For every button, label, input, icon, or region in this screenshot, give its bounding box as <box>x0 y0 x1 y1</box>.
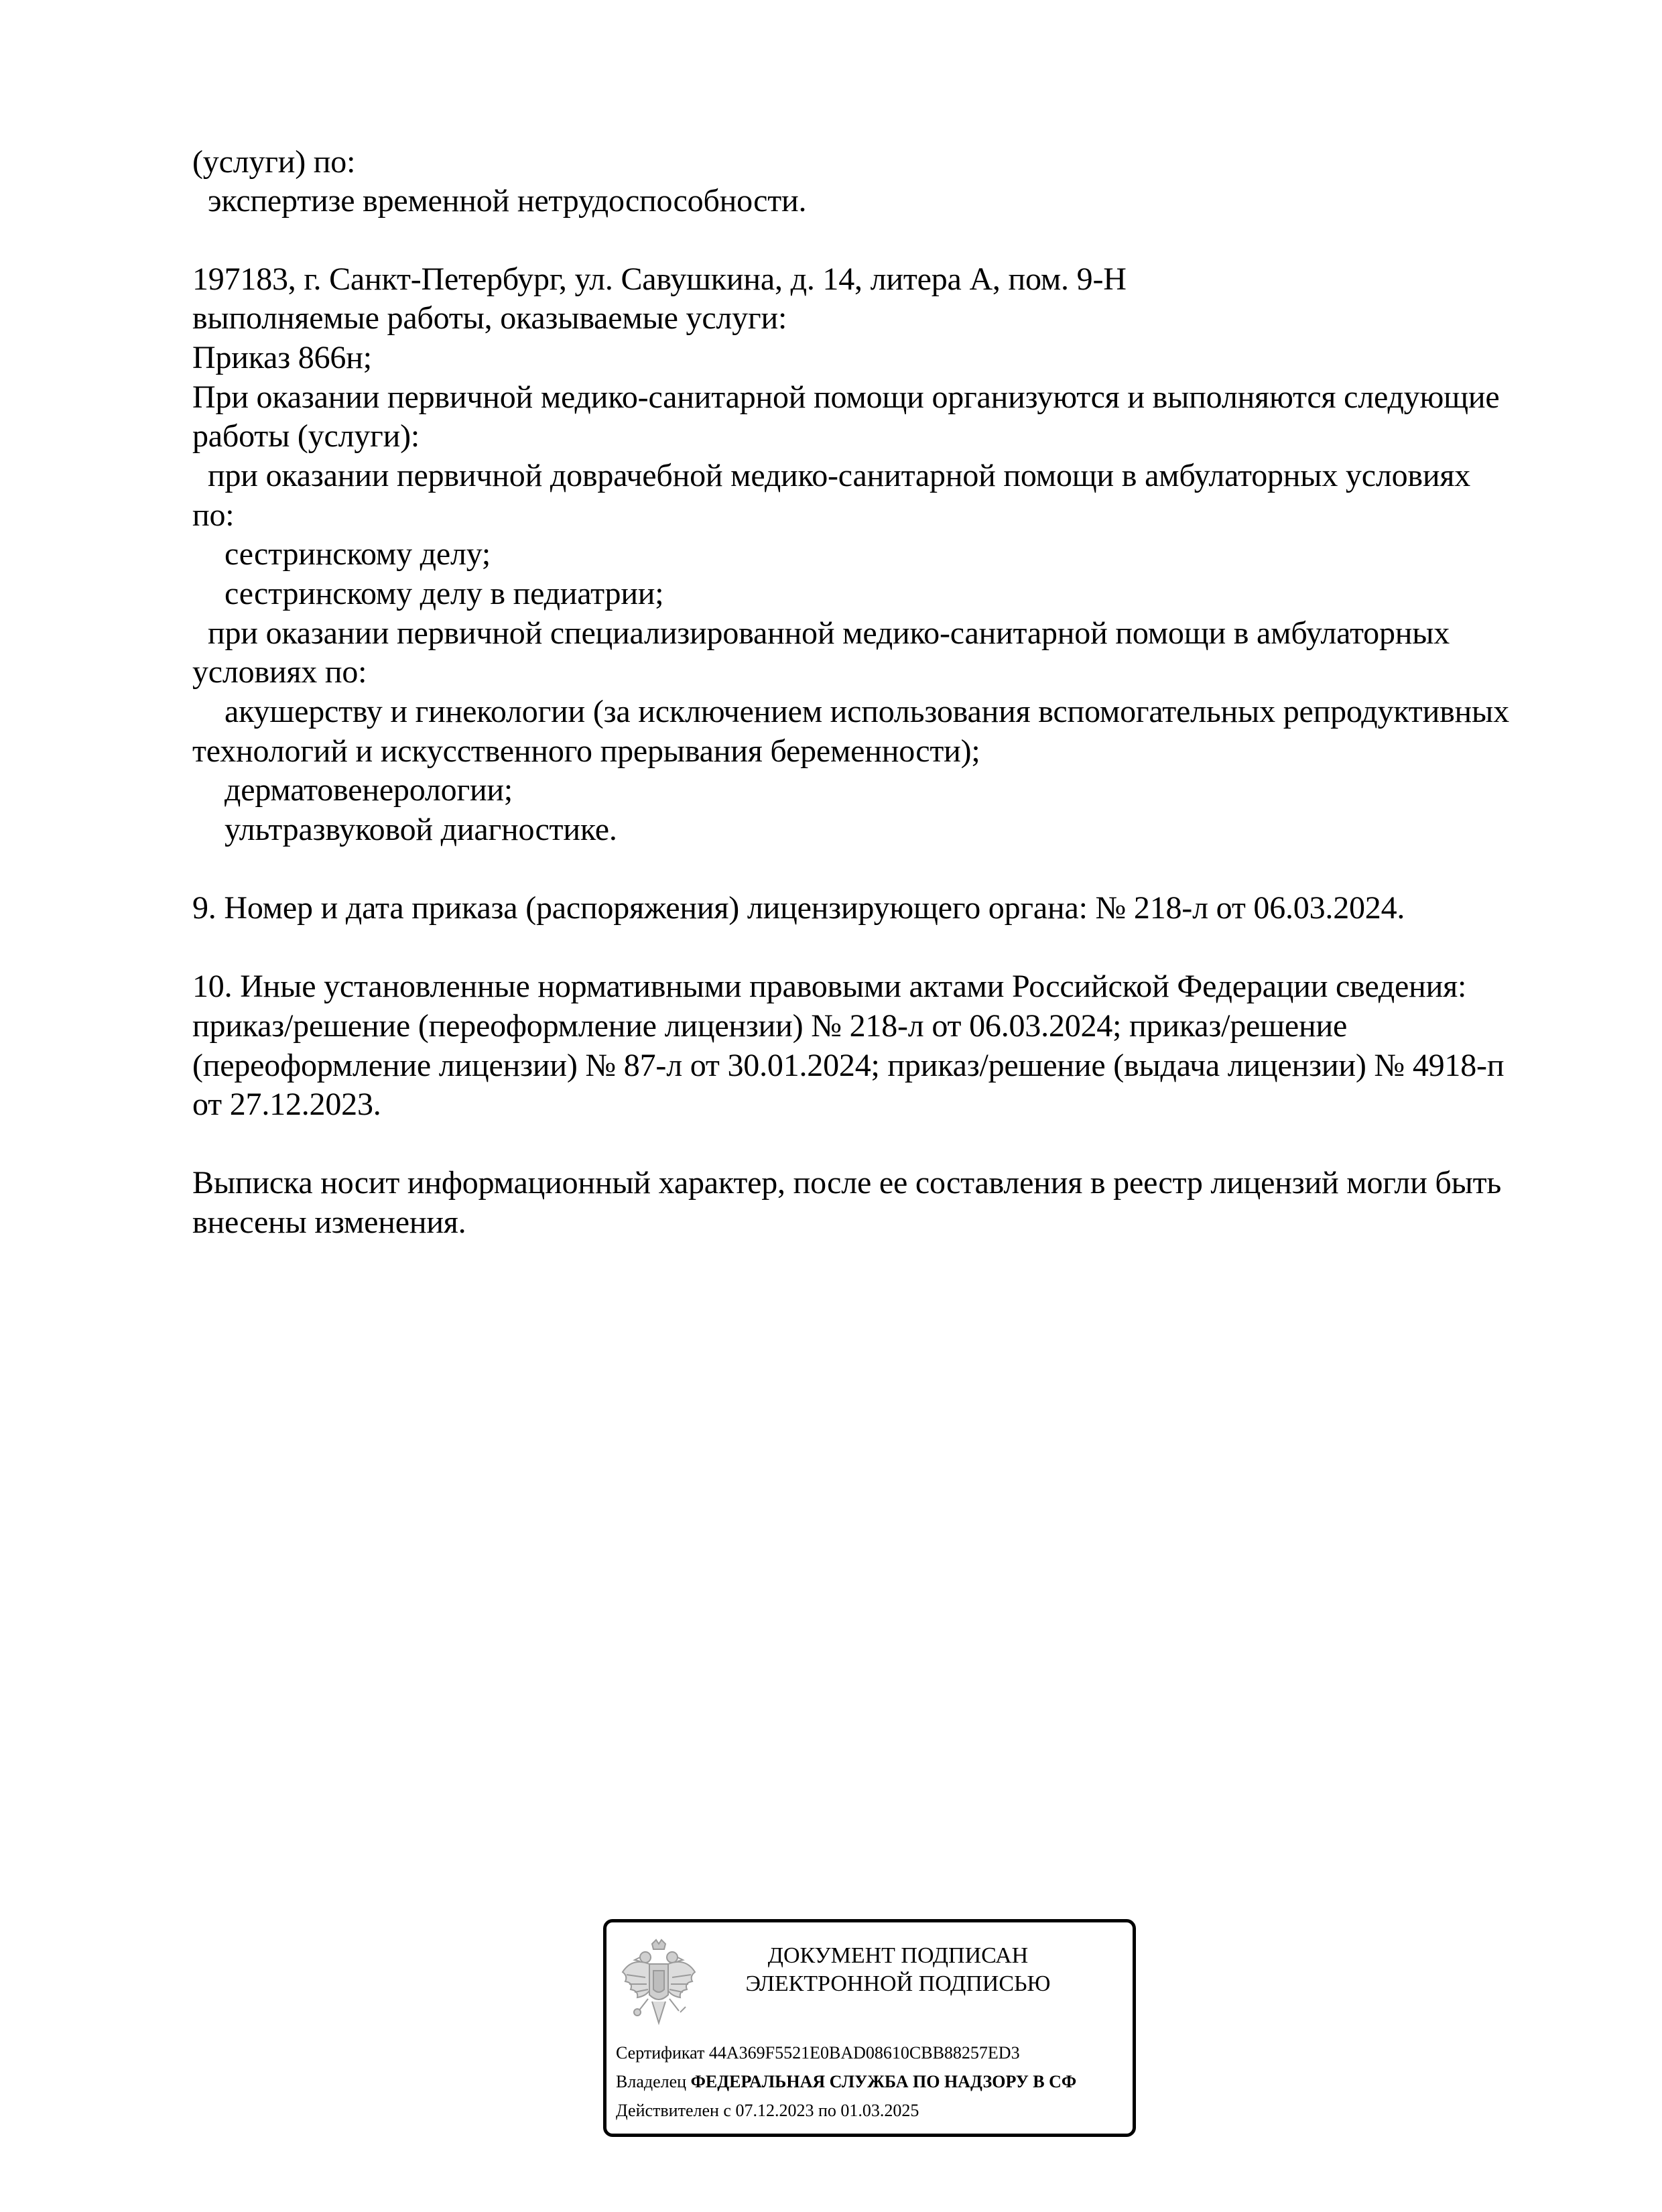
text-line: сестринскому делу в педиатрии; <box>225 576 664 611</box>
certificate-value: 44A369F5521E0BAD08610CBB88257ED3 <box>708 2043 1020 2063</box>
stamp-owner <box>616 2072 1076 2092</box>
text-line: внесены изменения. <box>192 1205 466 1240</box>
double-headed-eagle-emblem-icon <box>619 1937 699 2038</box>
owner-value: ФЕДЕРАЛЬНАЯ СЛУЖБА ПО НАДЗОРУ В СФ <box>690 2072 1077 2091</box>
text-line: от 27.12.2023. <box>192 1087 381 1122</box>
text-line: работы (услуги): <box>192 418 420 454</box>
text-line: акушерству и гинекологии (за исключением использования вспомогательных репродуктивных <box>225 694 1509 729</box>
text-line: 197183, г. Санкт-Петербург, ул. Савушкина, д. 14, литера А, пом. 9-Н <box>192 261 1127 297</box>
text-line: при оказании первичной специализированной медико-санитарной помощи в амбулаторных <box>208 615 1450 651</box>
stamp-title-line: ДОКУМЕНТ ПОДПИСАН <box>767 1943 1029 1968</box>
text-line: 10. Иные установленные нормативными правовыми актами Российской Федерации сведения: <box>192 969 1467 1004</box>
text-line: по: <box>192 497 235 533</box>
stamp-certificate <box>616 2043 1020 2063</box>
text-line: 9. Номер и дата приказа (распоряжения) лицензирующего органа: № 218-л от 06.03.2024. <box>192 890 1405 926</box>
text-line: технологий и искусственного прерывания беременности); <box>192 733 980 769</box>
certificate-label: Сертификат <box>616 2043 705 2063</box>
text-line: выполняемые работы, оказываемые услуги: <box>192 300 787 336</box>
stamp-title-line: ЭЛЕКТРОННОЙ ПОДПИСЬЮ <box>745 1971 1051 1996</box>
text-line: Приказ 866н; <box>192 340 372 375</box>
text-line: при оказании первичной доврачебной медико-санитарной помощи в амбулаторных условиях <box>208 458 1471 493</box>
stamp-validity: Действителен с 07.12.2023 по 01.03.2025 <box>616 2101 919 2120</box>
text-line: (услуги) по: <box>192 144 356 180</box>
text-line: дерматовенерологии; <box>225 772 513 808</box>
text-line: условиях по: <box>192 654 367 690</box>
electronic-signature-stamp <box>603 1919 1136 2137</box>
text-line: ультразвуковой диагностике. <box>225 812 617 847</box>
text-line: сестринскому делу; <box>225 536 491 572</box>
text-line: экспертизе временной нетрудоспособности. <box>208 183 807 219</box>
text-line: приказ/решение (переоформление лицензии) № 218-л от 06.03.2024; приказ/решение <box>192 1008 1348 1044</box>
owner-label: Владелец <box>616 2072 687 2091</box>
text-line: При оказании первичной медико-санитарной помощи организуются и выполняются следующие <box>192 379 1500 415</box>
text-line: Выписка носит информационный характер, после ее составления в реестр лицензий могли быть <box>192 1165 1502 1201</box>
text-line: (переоформление лицензии) № 87-л от 30.01.2024; приказ/решение (выдача лицензии) № 4918-п <box>192 1048 1505 1083</box>
